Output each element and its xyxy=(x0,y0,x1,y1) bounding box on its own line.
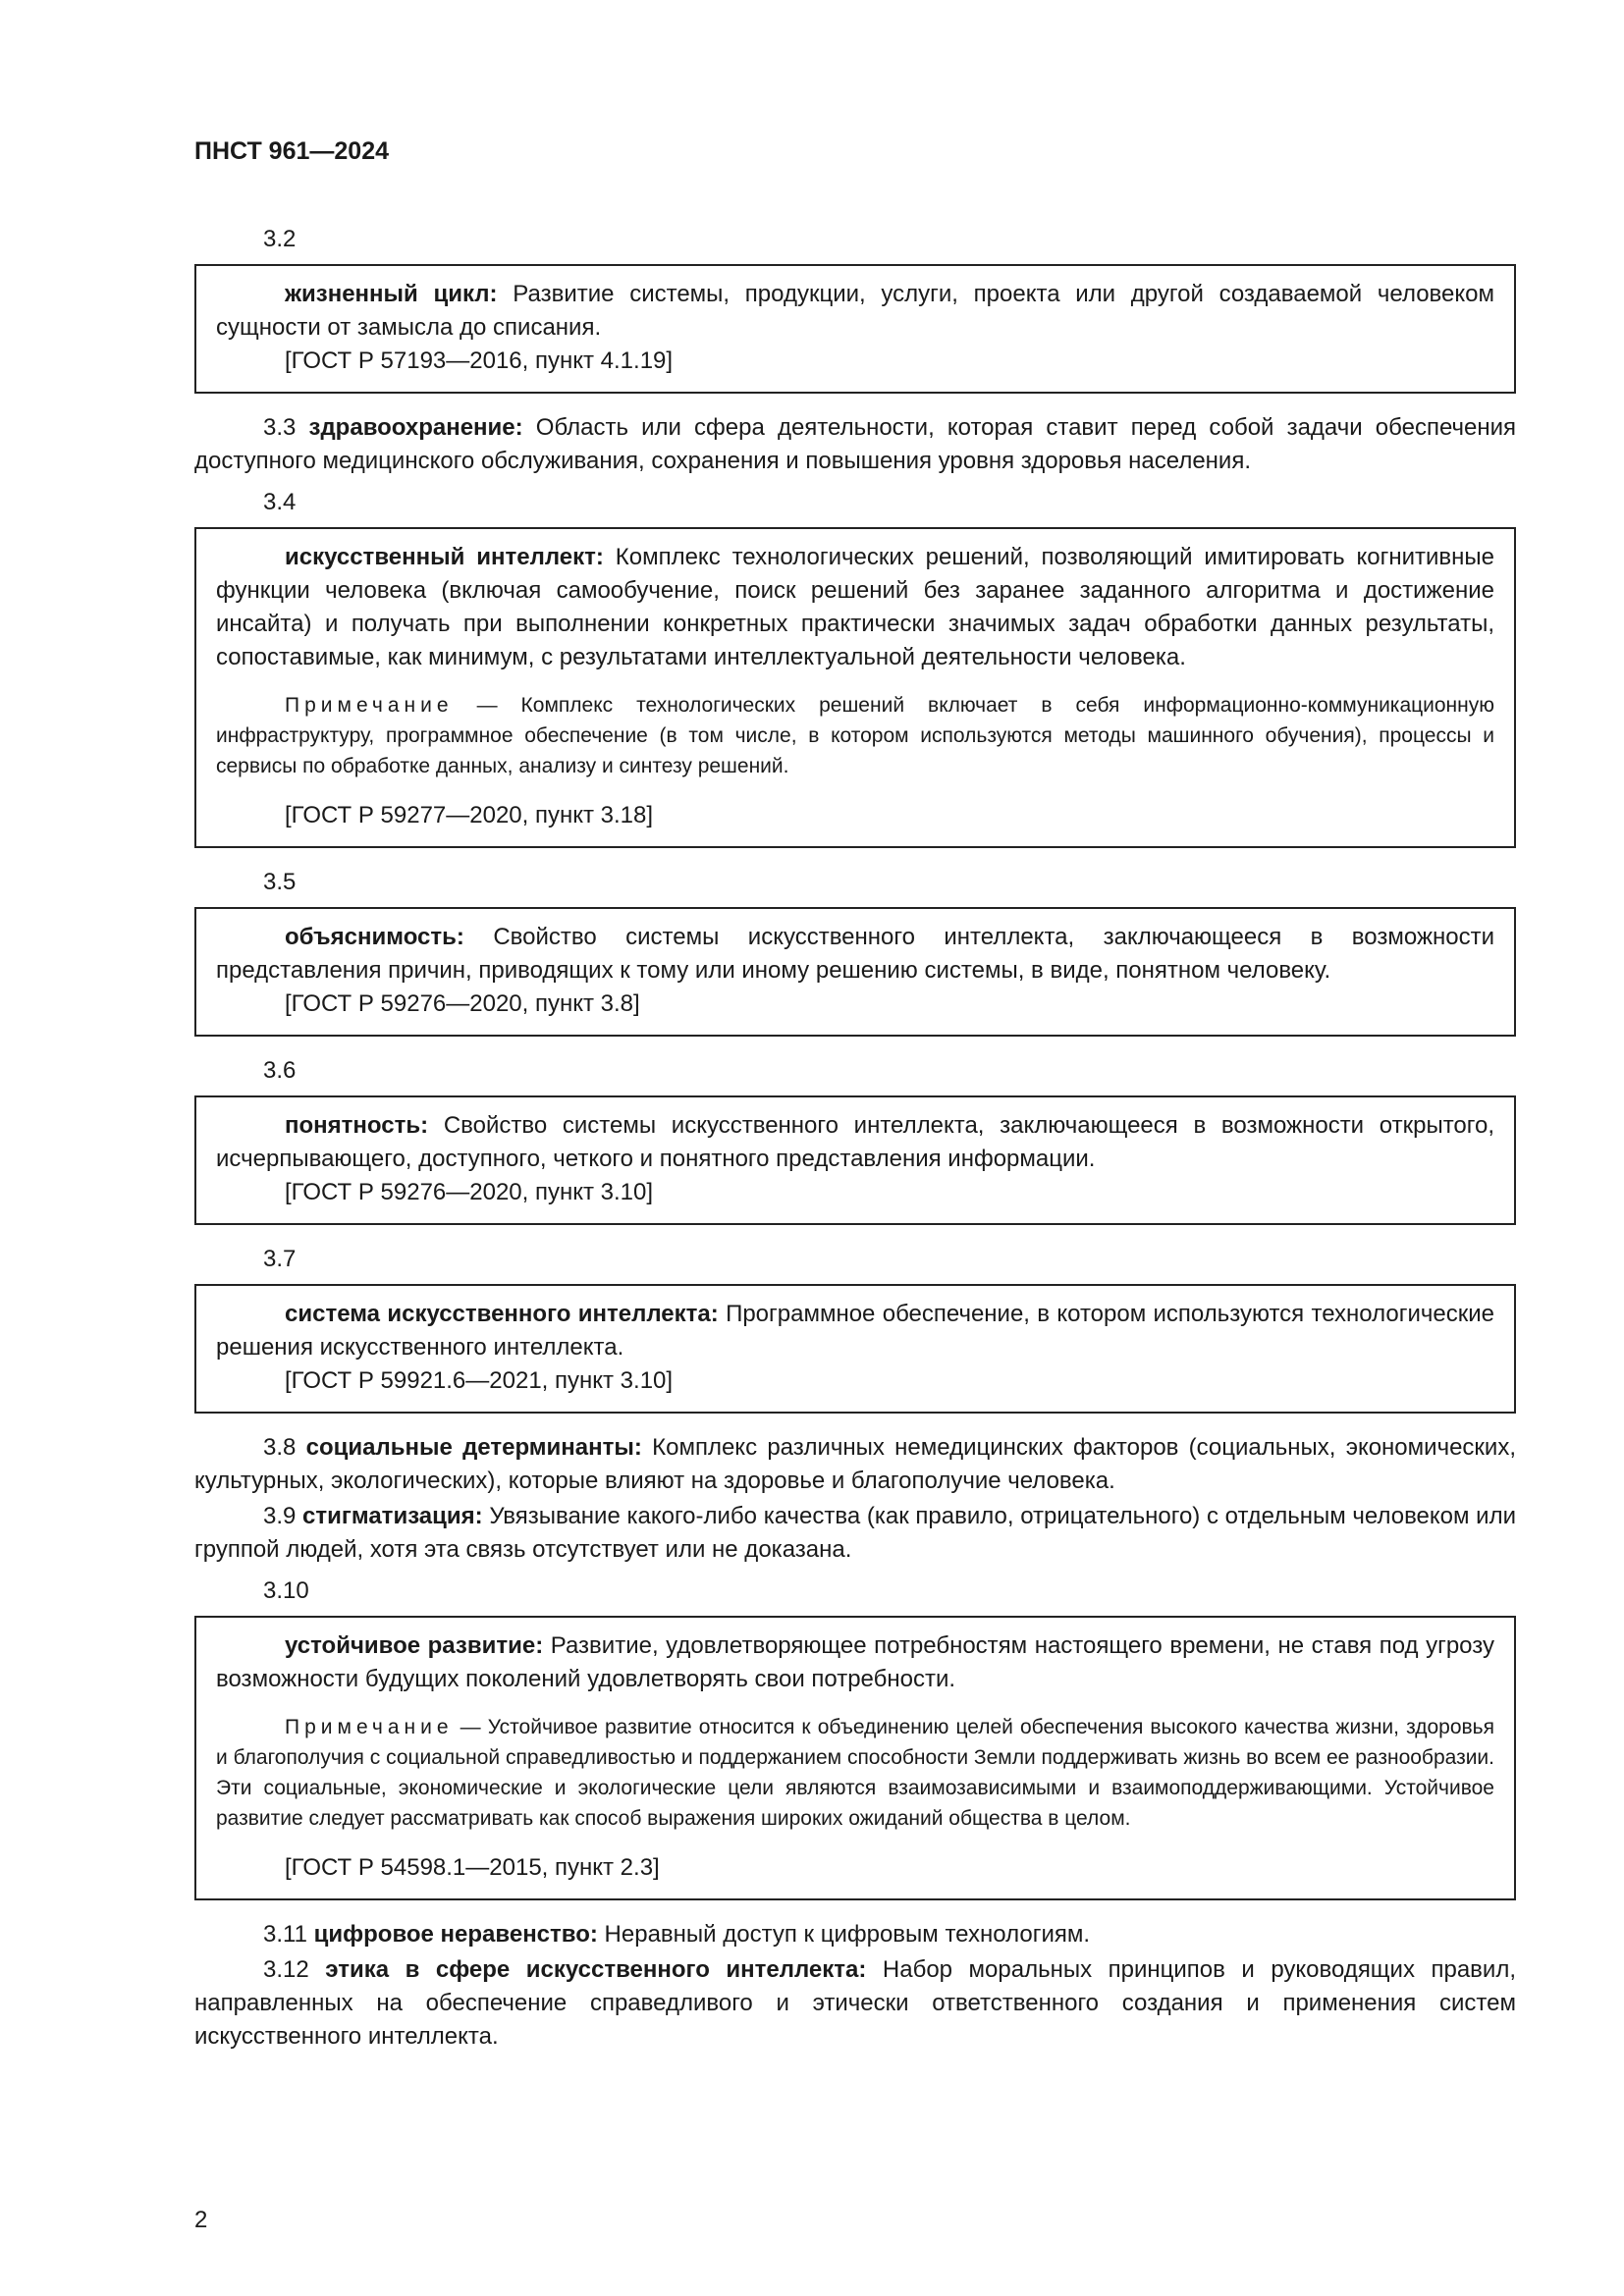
term-text: Программное обеспечение, в котором используются технологические решения искусственного интеллекта. xyxy=(216,1301,1494,1361)
term-text: Комплекс технологических решений, позволяющий имитировать когнитивные функции человека (включая самообучение, поиск решений без заранее заданного алгоритма и достижение инсайта) и получать при выполнении конкретных практически значимых задач обработки данных результаты, сопоставимые, как минимум, с результатами интеллектуальной деятельности человека. xyxy=(216,544,1494,670)
entry-number: 3.12 xyxy=(263,1956,309,1983)
term-source: [ГОСТ Р 59276—2020, пункт 3.8] xyxy=(285,990,640,1017)
page-number: 2 xyxy=(194,2207,208,2233)
note-text: — Устойчивое развитие относится к объединению целей обеспечения высокого качества жизни, здоровья и благополучия с социальной справедливостью и поддержанием способности Земли поддерживать жизнь во всем ее разнообразии. Эти социальные, экономические и экологические цели являются взаимозависимыми и взаимоподдерживающими. Устойчивое развитие следует рассматривать как способ выражения широких ожиданий общества в целом. xyxy=(216,1716,1494,1830)
term-source: [ГОСТ Р 54598.1—2015, пункт 2.3] xyxy=(285,1854,660,1881)
entry-number: 3.7 xyxy=(263,1246,297,1272)
term-name: жизненный цикл: xyxy=(285,281,498,307)
entry-number: 3.2 xyxy=(263,226,297,252)
term-text: Увязывание какого-либо качества (как правило, отрицательного) с отдельным человеком или группой людей, хотя эта связь отсутствует или не доказана. xyxy=(194,1503,1516,1563)
term-paragraph xyxy=(194,411,1516,478)
term-name: здравоохранение: xyxy=(308,414,523,441)
term-source: [ГОСТ Р 59921.6—2021, пункт 3.10] xyxy=(285,1367,674,1394)
term-name: искусственный интеллект: xyxy=(285,544,604,570)
term-name: этика в сфере искусственного интеллекта: xyxy=(325,1956,867,1983)
term-text: Развитие системы, продукции, услуги, проекта или другой создаваемой человеком сущности от замысла до списания. xyxy=(216,281,1495,341)
note-label: Примечание xyxy=(285,1716,454,1738)
document-page xyxy=(194,137,1516,2056)
note-label: Примечание xyxy=(285,694,454,717)
term-name: система искусственного интеллекта: xyxy=(285,1301,719,1327)
term-definition xyxy=(216,1298,1494,1364)
term-box xyxy=(194,1616,1516,1900)
term-definition xyxy=(216,1109,1494,1176)
entry-number: 3.6 xyxy=(263,1057,297,1084)
term-text: Набор моральных принципов и руководящих правил, направленных на обеспечение справедливого и этически ответственного создания и применения систем искусственного интеллекта. xyxy=(194,1956,1517,2050)
term-box xyxy=(194,907,1516,1037)
term-paragraph xyxy=(194,1431,1516,1498)
term-box xyxy=(194,1095,1516,1225)
term-text: Область или сфера деятельности, которая ставит перед собой задачи обеспечения доступного медицинского обслуживания, сохранения и повышения уровня здоровья населения. xyxy=(194,414,1517,474)
term-paragraph xyxy=(194,1953,1516,2054)
term-definition xyxy=(216,278,1494,345)
term-name: понятность: xyxy=(285,1112,429,1139)
term-name: социальные детерминанты: xyxy=(305,1434,642,1461)
term-note xyxy=(216,1712,1494,1834)
term-box xyxy=(194,527,1516,848)
term-name: объяснимость: xyxy=(285,924,464,950)
entry-number: 3.3 xyxy=(263,414,297,441)
term-definition xyxy=(216,921,1494,988)
term-source: [ГОСТ Р 59276—2020, пункт 3.10] xyxy=(285,1179,654,1205)
document-header: ПНСТ 961—2024 xyxy=(194,137,389,165)
term-name: устойчивое развитие: xyxy=(285,1632,544,1659)
note-text: — Комплекс технологических решений включает в себя информационно-коммуникационную инфраструктуру, программное обеспечение (в том числе, в котором используются методы машинного обучения), процессы и сервисы по обработке данных, анализу и синтезу решений. xyxy=(216,694,1495,777)
entry-number: 3.10 xyxy=(263,1577,309,1604)
term-name: стигматизация: xyxy=(302,1503,483,1529)
term-paragraph xyxy=(194,1500,1516,1567)
term-text: Развитие, удовлетворяющее потребностям настоящего времени, не ставя под угрозу возможности будущих поколений удовлетворять свои потребности. xyxy=(216,1632,1494,1692)
term-text: Комплекс различных немедицинских факторов (социальных, экономических, культурных, экологических), которые влияют на здоровье и благополучие человека. xyxy=(194,1434,1516,1494)
term-source: [ГОСТ Р 57193—2016, пункт 4.1.19] xyxy=(285,347,674,374)
term-box xyxy=(194,1284,1516,1414)
entry-number: 3.8 xyxy=(263,1434,297,1461)
term-text: Свойство системы искусственного интеллекта, заключающееся в возможности представления причин, приводящих к тому или иному решению системы, в виде, понятном человеку. xyxy=(216,924,1495,984)
entry-number: 3.5 xyxy=(263,869,297,895)
entry-number: 3.9 xyxy=(263,1503,297,1529)
entry-number: 3.4 xyxy=(263,489,297,515)
entry-number: 3.11 xyxy=(263,1921,307,1948)
term-definition xyxy=(216,541,1494,674)
term-name: цифровое неравенство: xyxy=(313,1921,598,1948)
term-box xyxy=(194,264,1516,394)
term-note xyxy=(216,690,1494,781)
term-text: Свойство системы искусственного интеллекта, заключающееся в возможности открытого, исчерпывающего, доступного, четкого и понятного представления информации. xyxy=(216,1112,1495,1172)
term-paragraph xyxy=(194,1918,1516,1951)
term-text: Неравный доступ к цифровым технологиям. xyxy=(604,1921,1091,1948)
term-definition xyxy=(216,1629,1494,1696)
term-source: [ГОСТ Р 59277—2020, пункт 3.18] xyxy=(285,802,654,828)
